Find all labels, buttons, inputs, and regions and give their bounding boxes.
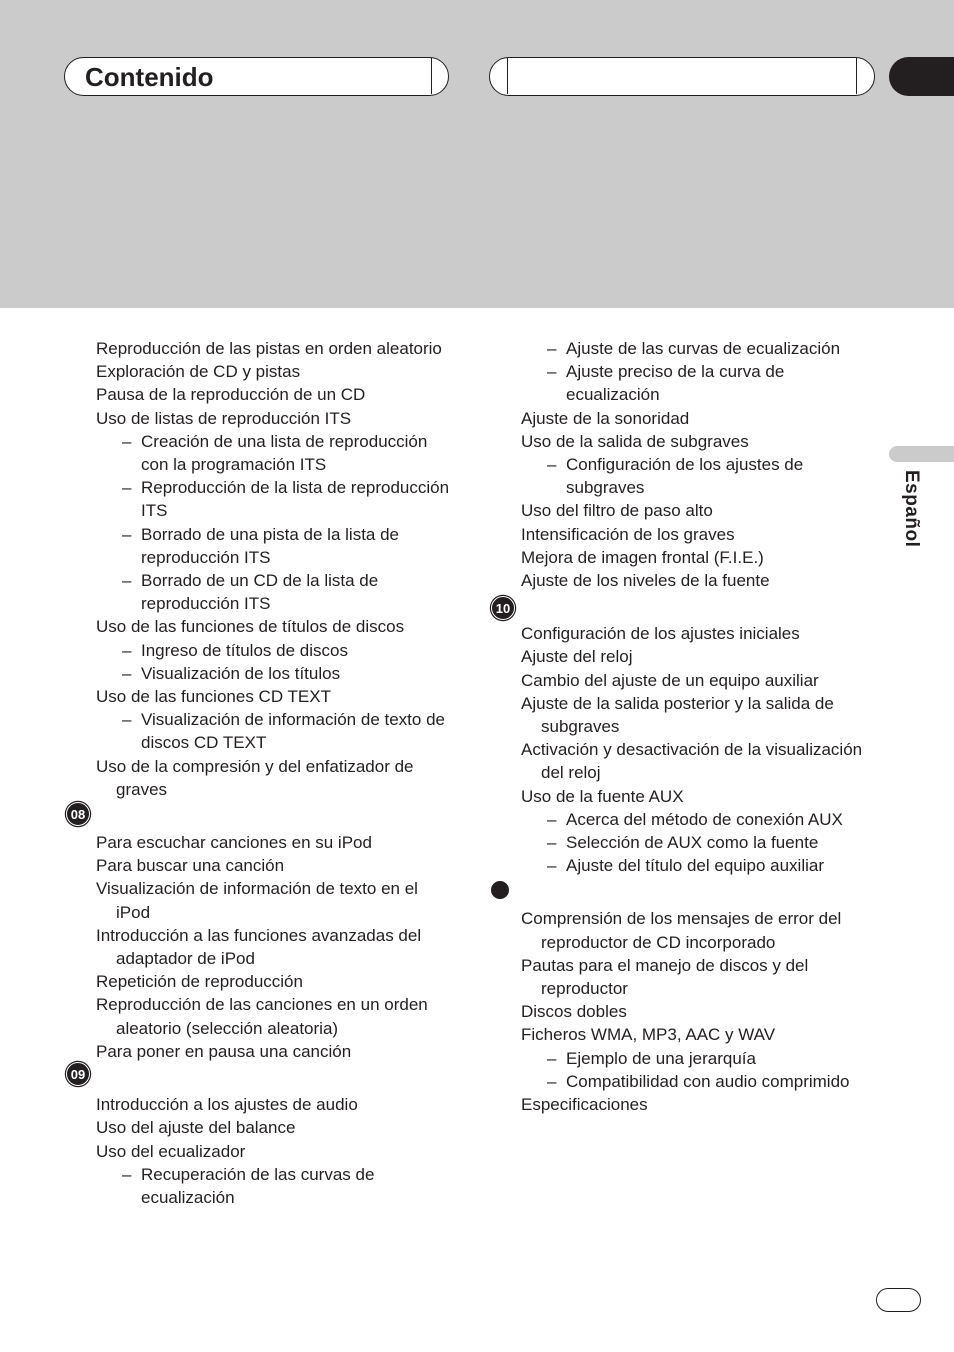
toc-entry-text: Visualización de información de texto de discos CD TEXT xyxy=(141,710,445,753)
subentry-dash: – xyxy=(547,455,557,475)
toc-entry xyxy=(521,692,881,738)
toc-subentry xyxy=(521,854,881,877)
toc-entry-text: Ajuste del título del equipo auxiliar xyxy=(566,856,824,876)
section-badge-10: 10 xyxy=(491,596,515,620)
toc-section-11 xyxy=(521,907,881,1116)
toc-entry-text: Ajuste de la sonoridad xyxy=(521,408,690,428)
subentry-dash: – xyxy=(122,524,132,544)
toc-entry xyxy=(96,407,456,430)
toc-entry xyxy=(521,669,881,692)
toc-entry xyxy=(521,1000,881,1023)
toc-entry-text: Ficheros WMA, MP3, AAC y WAV xyxy=(521,1025,776,1045)
toc-subentry xyxy=(521,831,881,854)
toc-entry-text: Para poner en pausa una canción xyxy=(96,1041,352,1061)
subentry-dash: – xyxy=(547,339,557,358)
toc-entry xyxy=(521,430,881,453)
toc-entry xyxy=(521,407,881,430)
toc-entry xyxy=(521,569,881,592)
toc-entry xyxy=(96,685,456,708)
toc-entry xyxy=(521,1093,881,1116)
subentry-dash: – xyxy=(122,431,132,451)
toc-entry xyxy=(96,383,456,406)
toc-entry xyxy=(96,1040,456,1063)
toc-section-09 xyxy=(96,1093,456,1209)
toc-entry-text: Ajuste preciso de la curva de ecualización xyxy=(566,362,785,405)
toc-entry xyxy=(96,1116,456,1139)
toc-entry-text: Intensificación de los graves xyxy=(521,524,735,544)
toc-entry xyxy=(96,924,456,970)
subentry-dash: – xyxy=(122,1164,132,1184)
toc-entry xyxy=(521,645,881,668)
toc-entry-text: Uso de la salida de subgraves xyxy=(521,431,749,451)
subentry-dash: – xyxy=(547,362,557,382)
toc-entry-text: Uso de las funciones de títulos de discos xyxy=(96,617,405,637)
toc-right-column xyxy=(495,337,881,1116)
toc-entry xyxy=(521,907,881,953)
toc-entry-text: Especificaciones xyxy=(521,1095,648,1115)
subentry-dash: – xyxy=(122,710,132,730)
toc-subentry xyxy=(521,1070,881,1093)
toc-entry-text: Repetición de reproducción xyxy=(96,972,303,992)
toc-entry-text: Cambio del ajuste de un equipo auxiliar xyxy=(521,670,819,690)
language-label: Español xyxy=(901,470,922,548)
section-header-10 xyxy=(495,592,881,622)
blank-box-divider-right xyxy=(856,58,857,94)
subentry-dash: – xyxy=(547,833,557,853)
toc-entry-text: Uso de la fuente AUX xyxy=(521,786,684,806)
toc-entry-text: Comprensión de los mensajes de error del reproductor de CD incorporado xyxy=(521,909,842,952)
toc-entry-text: Visualización de los títulos xyxy=(141,663,341,683)
toc-entry-text: Configuración de los ajustes de subgraves xyxy=(566,455,804,498)
toc-entry-text: Ingreso de títulos de discos xyxy=(141,640,348,660)
toc-entry-text: Recuperación de las curvas de ecualización xyxy=(141,1164,375,1207)
chapter-tab xyxy=(889,57,954,96)
toc-subentry xyxy=(96,1163,456,1209)
header-band xyxy=(0,0,954,308)
toc-entry-text: Ajuste del reloj xyxy=(521,647,633,667)
toc-subentry xyxy=(96,523,456,569)
toc-section-10 xyxy=(521,622,881,877)
toc-subentry xyxy=(521,808,881,831)
toc-subentry xyxy=(521,360,881,406)
toc-entry-text: Para buscar una canción xyxy=(96,856,285,876)
toc-subentry xyxy=(96,639,456,662)
toc-entry xyxy=(96,1140,456,1163)
toc-entry xyxy=(521,546,881,569)
blank-box-divider-left xyxy=(507,58,508,94)
toc-entry-text: Activación y desactivación de la visualización del reloj xyxy=(521,740,863,783)
subentry-dash: – xyxy=(122,663,132,683)
toc-subentry xyxy=(521,1047,881,1070)
toc-entry xyxy=(521,523,881,546)
toc-subentry xyxy=(96,476,456,522)
toc-entry-text: Uso del ajuste del balance xyxy=(96,1118,296,1138)
toc-entry-text: Reproducción de las canciones en un orden aleatorio (selección aleatoria) xyxy=(96,995,428,1038)
subentry-dash: – xyxy=(122,571,132,591)
title-box xyxy=(64,57,449,96)
toc-group xyxy=(521,337,881,592)
toc-entry-text: Pautas para el manejo de discos y del reproductor xyxy=(521,955,809,999)
subentry-dash: – xyxy=(122,640,132,660)
toc-entry-text: Uso de la compresión y del enfatizador de graves xyxy=(96,756,414,799)
toc-entry xyxy=(521,738,881,784)
blank-header-box xyxy=(489,57,875,96)
page-number-pill xyxy=(876,1288,921,1312)
section-header-11 xyxy=(521,877,881,907)
toc-entry-text: Borrado de un CD de la lista de reproducción ITS xyxy=(141,571,379,614)
toc-entry xyxy=(96,970,456,993)
toc-entry xyxy=(96,1093,456,1116)
toc-entry-text: Uso del ecualizador xyxy=(96,1141,246,1161)
toc-entry-text: Pausa de la reproducción de un CD xyxy=(96,385,366,405)
toc-entry-text: Uso del filtro de paso alto xyxy=(521,501,713,521)
subentry-dash: – xyxy=(547,1071,557,1091)
toc-subentry xyxy=(96,662,456,685)
toc-subentry xyxy=(96,569,456,615)
toc-entry xyxy=(521,622,881,645)
toc-entry xyxy=(96,755,456,801)
toc-entry-text: Uso de listas de reproducción ITS xyxy=(96,408,352,428)
toc-entry-text: Introducción a los ajustes de audio xyxy=(96,1095,358,1115)
toc-entry-text: Exploración de CD y pistas xyxy=(96,362,301,382)
title-box-divider xyxy=(431,58,432,94)
toc-entry-text: Ajuste de las curvas de ecualización xyxy=(566,339,841,358)
toc-entry xyxy=(96,993,456,1039)
section-badge-11 xyxy=(491,881,509,899)
toc-entry-text: Compatibilidad con audio comprimido xyxy=(566,1071,850,1091)
toc-entry-text: Mejora de imagen frontal (F.I.E.) xyxy=(521,547,764,567)
page-title: Contenido xyxy=(85,62,214,92)
toc-entry xyxy=(96,360,456,383)
toc-subentry xyxy=(521,337,881,360)
subentry-dash: – xyxy=(547,1048,557,1068)
toc-entry-text: Visualización de información de texto en el iPod xyxy=(96,879,418,922)
toc-entry xyxy=(96,877,456,923)
toc-entry-text: Selección de AUX como la fuente xyxy=(566,833,819,853)
toc-entry-text: Borrado de una pista de la lista de reproducción ITS xyxy=(141,524,400,567)
toc-entry-text: Acerca del método de conexión AUX xyxy=(566,809,843,829)
toc-entry-text: Discos dobles xyxy=(521,1002,627,1022)
toc-entry-text: Reproducción de las pistas en orden aleatorio xyxy=(96,339,442,358)
toc-entry-text: Ajuste de los niveles de la fuente xyxy=(521,571,770,591)
toc-entry-text: Ajuste de la salida posterior y la salida de subgraves xyxy=(521,693,834,737)
subentry-dash: – xyxy=(547,856,557,876)
toc-entry-text: Configuración de los ajustes iniciales xyxy=(521,624,800,644)
toc-left-column xyxy=(70,337,456,1209)
toc-entry xyxy=(521,1023,881,1046)
section-badge-08: 08 xyxy=(66,802,90,826)
toc-group xyxy=(96,337,456,801)
toc-entry xyxy=(96,831,456,854)
toc-subentry xyxy=(96,708,456,754)
toc-entry xyxy=(96,854,456,877)
section-header-09 xyxy=(70,1063,456,1093)
toc-entry xyxy=(96,615,456,638)
toc-entry xyxy=(96,337,456,360)
toc-section-08 xyxy=(96,831,456,1063)
toc-entry xyxy=(521,499,881,522)
toc-entry xyxy=(521,954,881,1000)
section-header-08 xyxy=(70,801,456,831)
section-badge-09: 09 xyxy=(66,1062,90,1086)
toc-entry xyxy=(521,785,881,808)
toc-entry-text: Uso de las funciones CD TEXT xyxy=(96,687,331,707)
toc-subentry xyxy=(96,430,456,476)
toc-entry-text: Para escuchar canciones en su iPod xyxy=(96,833,372,853)
toc-entry-text: Introducción a las funciones avanzadas del adaptador de iPod xyxy=(96,925,422,969)
toc-subentry xyxy=(521,453,881,499)
subentry-dash: – xyxy=(122,478,132,498)
language-tab-marker xyxy=(889,446,954,462)
subentry-dash: – xyxy=(547,809,557,829)
toc-entry-text: Creación de una lista de reproducción con la programación ITS xyxy=(141,431,428,475)
toc-entry-text: Reproducción de la lista de reproducción ITS xyxy=(141,478,450,521)
toc-entry-text: Ejemplo de una jerarquía xyxy=(566,1048,756,1068)
